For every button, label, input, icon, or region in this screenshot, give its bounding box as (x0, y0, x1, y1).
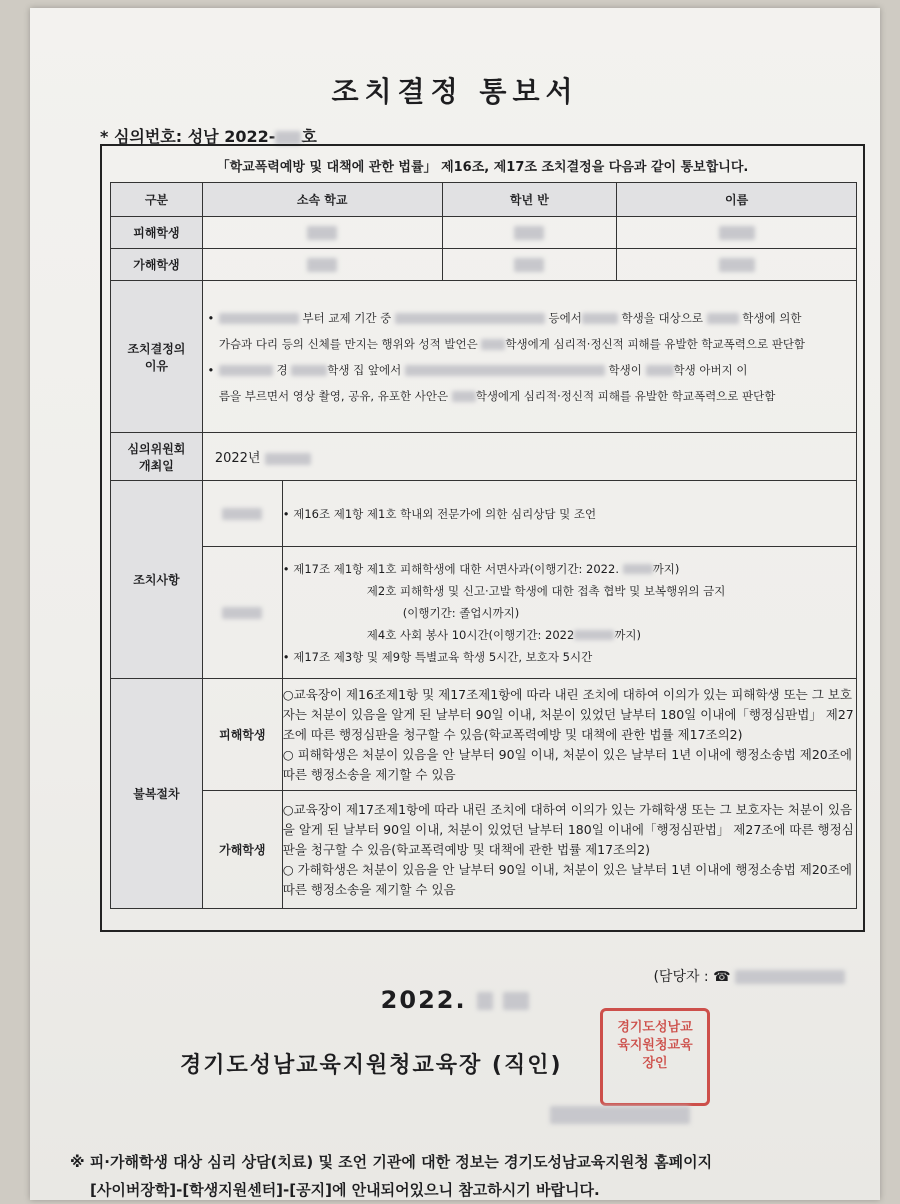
offender-grade (442, 249, 617, 281)
appeal-label: 불복절차 (111, 679, 203, 909)
redacted-block (405, 365, 605, 376)
measures-victim-label (202, 481, 282, 547)
committee-label: 심의위원회 개최일 (111, 433, 203, 481)
appeal-victim-label: 피해학생 (202, 679, 282, 791)
offender-name (617, 249, 857, 281)
redacted-block (719, 226, 755, 240)
redacted-block (514, 258, 544, 272)
redacted-block (623, 564, 653, 574)
redacted-block (646, 365, 674, 376)
footer-line-2: [사이버장학]-[학생지원센터]-[공지]에 안내되어있으니 참고하시기 바랍니다. (90, 1181, 600, 1199)
footer-line-1: ※ 피·가해학생 대상 심리 상담(치료) 및 조언 기관에 대한 정보는 경기도성남교육지원청 홈페이지 (70, 1153, 713, 1171)
redacted-block (222, 607, 262, 619)
issue-date: 2022. (30, 986, 880, 1014)
redacted-block (222, 508, 262, 520)
header-grade: 학년 반 (442, 183, 617, 217)
document-paper (30, 8, 880, 1200)
reason-item-1: • 부터 교제 기간 중 등에서 학생을 대상으로 학생에 의한 (207, 310, 802, 325)
header-category: 구분 (111, 183, 203, 217)
redacted-block (265, 453, 311, 465)
redacted-block (395, 313, 545, 324)
footer-note (70, 1148, 712, 1204)
intro-text: 「학교폭력예방 및 대책에 관한 법률」 제16조, 제17조 조치결정을 다음과 같이 통보합니다. (216, 160, 749, 175)
reason-item-2: • 경 학생 집 앞에서 학생이 학생 아버지 이 (207, 362, 748, 377)
contact-info: (담당자 : ☎ (653, 966, 845, 986)
victim-school (202, 217, 442, 249)
row-victim-label: 피해학생 (111, 217, 203, 249)
redacted-block (452, 391, 476, 402)
appeal-offender: ○교육장이 제17조제1항에 따라 내린 조치에 대하여 이의가 있는 가해학생 또는 그 보호자는 처분이 있음을 알게 된 날부터 90일 이내, 처분이 있었던 날부터 180일 이내에「행정심판법」 제27조에 따른 행정심판을 청구할 수 있음(학교폭력예방 및 대책에 관한 법률 제17조의2) ○ 가해학생은 처분이 있음을 안 날부터 90일 이내, 처분이 있은 날부터 1년 이내에 행정소송법 제20조에 따른 행정소송을 제기할 수 있음 (282, 791, 856, 909)
victim-name (617, 217, 857, 249)
offender-school (202, 249, 442, 281)
measures-label: 조치사항 (111, 481, 203, 679)
reason-label: 조치결정의 이유 (111, 281, 203, 433)
issuer-name: 경기도성남교육지원청교육장 (직인) (180, 1053, 563, 1078)
redacted-block (514, 226, 544, 240)
redacted-block (275, 131, 301, 145)
official-seal (600, 1008, 710, 1106)
reason-content (202, 281, 856, 433)
measures-offender: • 제17조 제1항 제1호 피해학생에 대한 서면사과(이행기간: 2022. 까지) 제2호 피해학생 및 신고·고발 학생에 대한 접촉 협박 및 보복행위의 금지 (이행기간: 졸업시까지) 제4호 사회 봉사 10시간(이행기간: 2022 까지) • 제17조 제3항 및 제9항 특별교육 학생 5시간, 보호자 5시간 (282, 547, 856, 679)
header-school: 소속 학교 (202, 183, 442, 217)
redacted-block (550, 1106, 690, 1124)
redacted-block (219, 365, 273, 376)
seal-text: 경기도성남교육지원청교육장인 (617, 1020, 693, 1071)
redacted-block (307, 226, 337, 240)
measures-victim: • 제16조 제1항 제1호 학내외 전문가에 의한 심리상담 및 조언 (282, 481, 856, 547)
redacted-block (707, 313, 739, 324)
redacted-block (291, 365, 327, 376)
case-number-suffix: 호 (301, 127, 317, 146)
redacted-block (307, 258, 337, 272)
redacted-block (477, 992, 493, 1010)
appeal-offender-label: 가해학생 (202, 791, 282, 909)
reason-item-1-line2: 가슴과 다리 등의 신체를 만지는 행위와 성적 발언은 학생에게 심리적·정신적 피해를 유발한 학교폭력으로 판단함 (218, 336, 806, 351)
redacted-block (735, 970, 845, 984)
notice-frame (100, 144, 865, 985)
header-name: 이름 (617, 183, 857, 217)
document-title: 조치결정 통보서 (331, 75, 579, 108)
measures-offender-label (202, 547, 282, 679)
reason-item-2-line2: 름을 부르면서 영상 촬영, 공유, 유포한 사안은 학생에게 심리적·정신적 피해를 유발한 학교폭력으로 판단함 (218, 388, 776, 403)
decision-table (110, 182, 857, 909)
redacted-block (219, 313, 299, 324)
redacted-block (574, 630, 614, 640)
victim-grade (442, 217, 617, 249)
row-offender-label: 가해학생 (111, 249, 203, 281)
redacted-block (719, 258, 755, 272)
redacted-block (582, 313, 618, 324)
appeal-victim: ○교육장이 제16조제1항 및 제17조제1항에 따라 내린 조치에 대하여 이의가 있는 피해학생 또는 그 보호자는 처분이 있음을 알게 된 날부터 90일 이내, 처분이 있었던 날부터 180일 이내에「행정심판법」 제27조에 따른 행정심판을 청구할 수 있음(학교폭력예방 및 대책에 관한 법률 제17조의2) ○ 피해학생은 처분이 있음을 안 날부터 90일 이내, 처분이 있은 날부터 1년 이내에 행정소송법 제20조에 따른 행정소송을 제기할 수 있음 (282, 679, 856, 791)
redacted-block (481, 339, 505, 350)
case-number-label: * 심의번호: 성남 2022- (100, 127, 276, 146)
committee-date: 2022년 (202, 433, 856, 481)
redacted-block (503, 992, 529, 1010)
